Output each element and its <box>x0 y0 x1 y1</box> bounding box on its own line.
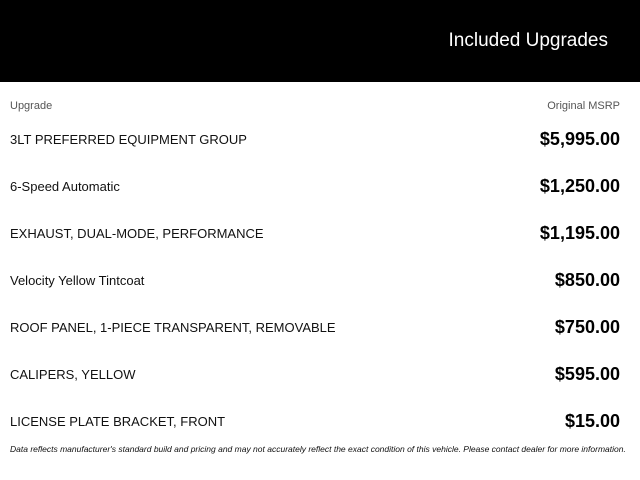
upgrade-name: Velocity Yellow Tintcoat <box>10 273 145 288</box>
header-bar <box>0 0 640 82</box>
upgrade-price: $1,250.00 <box>539 176 620 196</box>
disclaimer-text: Data reflects manufacturer's standard build and pricing and may not accurately reflect the exact condition of this vehicle. Please contact dealer for more information. <box>10 444 626 454</box>
table-row <box>0 116 640 163</box>
upgrade-name: 3LT PREFERRED EQUIPMENT GROUP <box>10 132 247 147</box>
table-row <box>0 210 640 257</box>
upgrade-price: $5,995.00 <box>539 129 620 149</box>
table-row <box>0 351 640 398</box>
table-row <box>0 257 640 304</box>
upgrade-name: EXHAUST, DUAL-MODE, PERFORMANCE <box>10 226 264 241</box>
table-row <box>0 398 640 445</box>
upgrades-table <box>0 116 640 445</box>
upgrade-price: $850.00 <box>554 270 620 290</box>
column-header-msrp: Original MSRP <box>547 100 620 112</box>
table-row <box>0 304 640 351</box>
page-title: Included Upgrades <box>448 30 608 51</box>
upgrade-price: $595.00 <box>554 364 620 384</box>
upgrade-name: ROOF PANEL, 1-PIECE TRANSPARENT, REMOVABLE <box>10 320 336 335</box>
upgrade-price: $1,195.00 <box>539 223 620 243</box>
upgrade-name: LICENSE PLATE BRACKET, FRONT <box>10 414 226 429</box>
column-header-upgrade: Upgrade <box>10 100 53 112</box>
upgrade-name: 6-Speed Automatic <box>10 179 120 194</box>
upgrade-name: CALIPERS, YELLOW <box>10 367 136 382</box>
upgrade-price: $750.00 <box>554 317 620 337</box>
table-row <box>0 163 640 210</box>
upgrade-price: $15.00 <box>564 411 620 431</box>
